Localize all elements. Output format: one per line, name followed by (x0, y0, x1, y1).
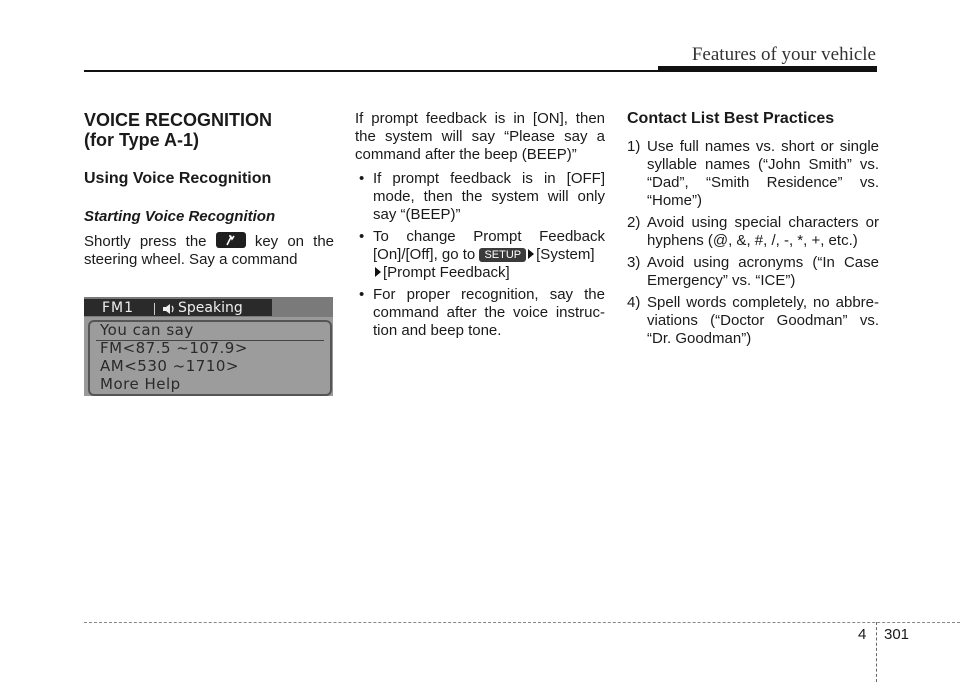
para-text-a: Shortly press the (84, 233, 207, 250)
list-item (355, 228, 605, 282)
numbered-list (627, 138, 879, 348)
bullet-list (355, 170, 605, 340)
subsubheading: Starting Voice Recognition (84, 208, 276, 225)
footer-rule (84, 622, 960, 623)
contact-list-title: Contact List Best Practices (627, 110, 835, 127)
status-label: Speaking (178, 300, 243, 316)
list-item: • For proper recognition, say the command after the voice instruc-tion and beep tone. (355, 286, 605, 340)
band-label: FM1 (102, 300, 135, 316)
para-text-b: key on the steering wheel. Say a command (84, 233, 335, 268)
item-text: Spell words completely, no abbre-viations (“Doctor Goodman” vs. “Dr. Goodman”) (647, 294, 879, 347)
header-title: Features of your vehicle (691, 44, 876, 65)
screen-panel (88, 320, 332, 396)
item-number: 1) (627, 138, 641, 155)
item-number: 3) (627, 254, 641, 271)
screen-line-2: FM<87.5 ~107.9> (100, 339, 248, 357)
prompt-paragraph: If prompt feedback is in [ON], then the system will say “Please say a command after the beep (BEEP)” (355, 110, 605, 163)
list-item: • If prompt feedback is in [OFF] mode, then the system will only say “(BEEP)” (355, 170, 605, 224)
start-paragraph (84, 232, 334, 269)
item-text: Avoid using special characters or hyphens (@, &, #, /, -, *, +, etc.) (647, 214, 879, 249)
column-left (84, 110, 334, 269)
column-middle (355, 110, 605, 344)
list-item (627, 138, 879, 210)
list-item (627, 254, 879, 290)
footer-divider (876, 622, 878, 682)
section-title-line1: VOICE RECOGNITION (84, 110, 273, 130)
screen-line-3: AM<530 ~1710> (100, 357, 239, 375)
item-text: Use full names vs. short or single syllable names (“John Smith” vs. “Dad”, “Smith Residence” vs. “Home”) (647, 138, 879, 209)
display-screen (84, 297, 333, 396)
bullet2-text-c: [Prompt Feedback] (383, 264, 510, 281)
chapter-number: 4 (858, 626, 867, 643)
arrow-right-icon (375, 267, 381, 277)
section-title-line2: (for Type A-1) (84, 130, 199, 150)
item-text: Avoid using acronyms (“In Case Emergency” vs. “ICE”) (647, 254, 879, 289)
item-number: 4) (627, 294, 641, 311)
item-number: 2) (627, 214, 641, 231)
screen-tab-band (84, 299, 272, 316)
header-rule-accent (658, 66, 877, 72)
screen-line-1: You can say (100, 321, 194, 339)
speaker-icon (162, 303, 176, 315)
bullet2-text-a: To change Prompt Feedback [On]/[Off], go to (373, 228, 605, 263)
column-right (627, 110, 879, 352)
voice-key-icon (216, 232, 246, 248)
list-item (627, 214, 879, 250)
section-title (84, 110, 334, 150)
subheading: Using Voice Recognition (84, 170, 272, 187)
list-item (627, 294, 879, 348)
bullet2-text-b: [System] (536, 246, 595, 263)
setup-key-badge: SETUP (479, 248, 526, 262)
tab-separator (154, 303, 155, 315)
page-number: 301 (884, 626, 910, 643)
screen-line-4: More Help (100, 375, 181, 393)
arrow-right-icon (528, 249, 534, 259)
